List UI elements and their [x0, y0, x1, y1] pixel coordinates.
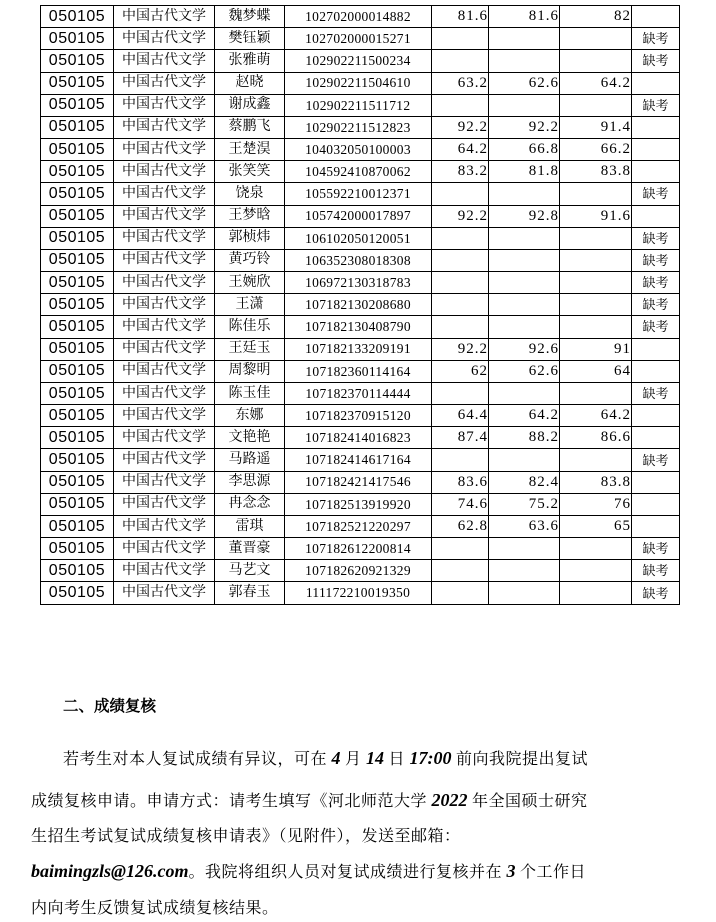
- cell-score-1: 92.2: [432, 116, 489, 138]
- table-row: [41, 338, 680, 360]
- score-table-body: [41, 6, 680, 605]
- cell-major-name: 中国古代文学: [114, 94, 215, 116]
- cell-score-2: 63.6: [489, 515, 560, 537]
- cell-exam-id: 106352308018308: [285, 249, 432, 271]
- numeric-text: 4: [331, 748, 341, 768]
- cell-score-2: [489, 227, 560, 249]
- cell-major-code: 050105: [41, 294, 114, 316]
- cell-score-2: [489, 449, 560, 471]
- cell-status: 缺考: [632, 28, 680, 50]
- cell-score-3: [560, 538, 632, 560]
- cell-score-3: 76: [560, 493, 632, 515]
- cell-major-code: 050105: [41, 493, 114, 515]
- table-row: [41, 294, 680, 316]
- cell-status: 缺考: [632, 50, 680, 72]
- cell-exam-id: 107182133209191: [285, 338, 432, 360]
- cell-score-2: 64.2: [489, 405, 560, 427]
- cell-exam-id: 102702000015271: [285, 28, 432, 50]
- table-row: [41, 515, 680, 537]
- table-row: [41, 449, 680, 471]
- cell-score-3: [560, 449, 632, 471]
- cell-exam-id: 107182130408790: [285, 316, 432, 338]
- cell-status: 缺考: [632, 249, 680, 271]
- table-row: [41, 538, 680, 560]
- cell-candidate-name: 王廷玉: [215, 338, 285, 360]
- cell-score-2: 75.2: [489, 493, 560, 515]
- cell-status: 缺考: [632, 183, 680, 205]
- cell-status: [632, 338, 680, 360]
- cell-score-3: [560, 272, 632, 294]
- cell-major-code: 050105: [41, 338, 114, 360]
- cell-major-code: 050105: [41, 582, 114, 605]
- cell-status: [632, 360, 680, 382]
- cell-status: [632, 116, 680, 138]
- cell-score-2: 88.2: [489, 427, 560, 449]
- cell-score-2: [489, 28, 560, 50]
- cell-major-code: 050105: [41, 72, 114, 94]
- cell-score-3: [560, 316, 632, 338]
- table-row: [41, 560, 680, 582]
- cell-status: 缺考: [632, 316, 680, 338]
- cell-status: [632, 471, 680, 493]
- cell-score-3: 82: [560, 6, 632, 28]
- cell-candidate-name: 饶泉: [215, 183, 285, 205]
- table-row: [41, 72, 680, 94]
- cell-score-1: [432, 183, 489, 205]
- section-heading: 二、成绩复核: [63, 698, 157, 715]
- cell-candidate-name: 王楚淏: [215, 139, 285, 161]
- body-text: 前向我院提出复试: [451, 751, 589, 768]
- cell-score-2: [489, 183, 560, 205]
- cell-major-name: 中国古代文学: [114, 493, 215, 515]
- body-text: 若考生对本人复试成绩有异议，可在: [63, 751, 332, 768]
- cell-exam-id: 111172210019350: [285, 582, 432, 605]
- cell-score-1: [432, 272, 489, 294]
- cell-exam-id: 107182360114164: [285, 360, 432, 382]
- cell-score-3: [560, 94, 632, 116]
- cell-candidate-name: 雷琪: [215, 515, 285, 537]
- cell-major-code: 050105: [41, 183, 114, 205]
- cell-major-name: 中国古代文学: [114, 538, 215, 560]
- cell-major-name: 中国古代文学: [114, 449, 215, 471]
- cell-major-name: 中国古代文学: [114, 294, 215, 316]
- cell-major-name: 中国古代文学: [114, 471, 215, 493]
- cell-exam-id: 102702000014882: [285, 6, 432, 28]
- cell-score-1: [432, 50, 489, 72]
- cell-candidate-name: 王婉欣: [215, 272, 285, 294]
- table-row: [41, 427, 680, 449]
- table-row: [41, 139, 680, 161]
- cell-score-2: 92.6: [489, 338, 560, 360]
- cell-status: 缺考: [632, 294, 680, 316]
- cell-score-3: [560, 382, 632, 404]
- cell-major-name: 中国古代文学: [114, 405, 215, 427]
- cell-score-1: [432, 28, 489, 50]
- cell-status: [632, 6, 680, 28]
- cell-score-1: 64.2: [432, 139, 489, 161]
- table-row: [41, 6, 680, 28]
- cell-status: [632, 205, 680, 227]
- cell-score-1: 62: [432, 360, 489, 382]
- cell-score-2: [489, 94, 560, 116]
- cell-score-1: [432, 582, 489, 605]
- cell-major-code: 050105: [41, 560, 114, 582]
- paragraph-line: [31, 790, 588, 812]
- cell-score-2: [489, 272, 560, 294]
- cell-exam-id: 107182612200814: [285, 538, 432, 560]
- score-table: [40, 5, 680, 605]
- cell-exam-id: 106972130318783: [285, 272, 432, 294]
- numeric-text: 14: [366, 748, 385, 768]
- cell-score-1: 83.2: [432, 161, 489, 183]
- cell-score-2: [489, 249, 560, 271]
- cell-score-2: [489, 382, 560, 404]
- cell-candidate-name: 文艳艳: [215, 427, 285, 449]
- cell-score-3: [560, 50, 632, 72]
- cell-candidate-name: 冉念念: [215, 493, 285, 515]
- cell-exam-id: 104592410870062: [285, 161, 432, 183]
- cell-candidate-name: 董晋豪: [215, 538, 285, 560]
- cell-score-2: 92.2: [489, 116, 560, 138]
- cell-exam-id: 107182370114444: [285, 382, 432, 404]
- cell-score-1: [432, 382, 489, 404]
- cell-candidate-name: 黄巧铃: [215, 249, 285, 271]
- cell-major-code: 050105: [41, 471, 114, 493]
- cell-major-code: 050105: [41, 360, 114, 382]
- cell-score-3: 86.6: [560, 427, 632, 449]
- body-text: 成绩复核申请。申请方式：请考生填写《河北师范大学: [31, 793, 432, 810]
- cell-major-code: 050105: [41, 50, 114, 72]
- cell-major-code: 050105: [41, 116, 114, 138]
- cell-major-code: 050105: [41, 249, 114, 271]
- cell-major-name: 中国古代文学: [114, 6, 215, 28]
- cell-score-2: 82.4: [489, 471, 560, 493]
- cell-major-name: 中国古代文学: [114, 205, 215, 227]
- cell-score-1: 87.4: [432, 427, 489, 449]
- cell-status: [632, 515, 680, 537]
- cell-candidate-name: 王梦晗: [215, 205, 285, 227]
- cell-score-1: 92.2: [432, 205, 489, 227]
- table-row: [41, 227, 680, 249]
- cell-score-3: 83.8: [560, 471, 632, 493]
- cell-exam-id: 105742000017897: [285, 205, 432, 227]
- cell-score-2: [489, 538, 560, 560]
- cell-score-3: [560, 227, 632, 249]
- cell-major-name: 中国古代文学: [114, 28, 215, 50]
- table-row: [41, 272, 680, 294]
- cell-major-name: 中国古代文学: [114, 183, 215, 205]
- paragraph-line: [31, 827, 461, 847]
- cell-score-3: 91.6: [560, 205, 632, 227]
- cell-major-code: 050105: [41, 515, 114, 537]
- cell-score-1: [432, 560, 489, 582]
- cell-candidate-name: 陈佳乐: [215, 316, 285, 338]
- cell-score-3: [560, 560, 632, 582]
- cell-status: [632, 427, 680, 449]
- email-text: baimingzls@126.com: [31, 861, 189, 881]
- numeric-text: 2022: [431, 790, 468, 810]
- cell-candidate-name: 东娜: [215, 405, 285, 427]
- table-row: [41, 382, 680, 404]
- cell-score-3: [560, 249, 632, 271]
- cell-score-2: [489, 582, 560, 605]
- cell-score-1: 64.4: [432, 405, 489, 427]
- cell-major-code: 050105: [41, 227, 114, 249]
- paragraph-line: [63, 748, 588, 770]
- cell-score-3: 64.2: [560, 405, 632, 427]
- table-row: [41, 183, 680, 205]
- cell-score-1: [432, 249, 489, 271]
- cell-score-1: 83.6: [432, 471, 489, 493]
- cell-score-1: [432, 94, 489, 116]
- paragraph-line: [31, 861, 586, 883]
- cell-score-2: 81.8: [489, 161, 560, 183]
- cell-exam-id: 104032050100003: [285, 139, 432, 161]
- cell-candidate-name: 谢成鑫: [215, 94, 285, 116]
- cell-candidate-name: 赵晓: [215, 72, 285, 94]
- cell-status: 缺考: [632, 449, 680, 471]
- table-row: [41, 493, 680, 515]
- cell-score-2: [489, 50, 560, 72]
- cell-major-name: 中国古代文学: [114, 116, 215, 138]
- cell-score-3: [560, 28, 632, 50]
- cell-candidate-name: 马艺文: [215, 560, 285, 582]
- cell-status: 缺考: [632, 538, 680, 560]
- numeric-text: 17:00: [409, 748, 452, 768]
- cell-major-name: 中国古代文学: [114, 427, 215, 449]
- cell-exam-id: 102902211512823: [285, 116, 432, 138]
- cell-major-name: 中国古代文学: [114, 161, 215, 183]
- cell-major-name: 中国古代文学: [114, 50, 215, 72]
- cell-candidate-name: 张笑笑: [215, 161, 285, 183]
- cell-candidate-name: 郭春玉: [215, 582, 285, 605]
- table-row: [41, 360, 680, 382]
- cell-exam-id: 106102050120051: [285, 227, 432, 249]
- table-row: [41, 50, 680, 72]
- cell-score-1: 81.6: [432, 6, 489, 28]
- cell-major-code: 050105: [41, 139, 114, 161]
- cell-major-name: 中国古代文学: [114, 139, 215, 161]
- body-text: 日: [384, 751, 410, 768]
- numeric-text: 3: [506, 861, 516, 881]
- cell-candidate-name: 魏梦蝶: [215, 6, 285, 28]
- cell-major-name: 中国古代文学: [114, 560, 215, 582]
- cell-exam-id: 102902211511712: [285, 94, 432, 116]
- table-row: [41, 94, 680, 116]
- cell-major-name: 中国古代文学: [114, 227, 215, 249]
- cell-exam-id: 107182414617164: [285, 449, 432, 471]
- cell-exam-id: 107182130208680: [285, 294, 432, 316]
- cell-major-code: 050105: [41, 316, 114, 338]
- cell-score-1: 62.8: [432, 515, 489, 537]
- cell-major-code: 050105: [41, 449, 114, 471]
- cell-major-code: 050105: [41, 205, 114, 227]
- cell-exam-id: 102902211500234: [285, 50, 432, 72]
- cell-score-2: [489, 316, 560, 338]
- cell-major-name: 中国古代文学: [114, 316, 215, 338]
- cell-major-code: 050105: [41, 6, 114, 28]
- cell-score-2: 62.6: [489, 360, 560, 382]
- cell-candidate-name: 周黎明: [215, 360, 285, 382]
- body-text: 个工作日: [515, 864, 587, 881]
- cell-exam-id: 107182620921329: [285, 560, 432, 582]
- body-text: 生招生考试复试成绩复核申请表》（见附件），发送至邮箱：: [31, 828, 461, 845]
- cell-exam-id: 107182370915120: [285, 405, 432, 427]
- table-row: [41, 582, 680, 605]
- body-text: 月: [340, 751, 367, 768]
- cell-candidate-name: 蔡鹏飞: [215, 116, 285, 138]
- cell-score-1: [432, 538, 489, 560]
- cell-score-3: 91: [560, 338, 632, 360]
- cell-status: 缺考: [632, 94, 680, 116]
- cell-major-name: 中国古代文学: [114, 582, 215, 605]
- body-text: 内向考生反馈复试成绩复核结果。: [31, 900, 279, 917]
- cell-score-3: 65: [560, 515, 632, 537]
- cell-major-code: 050105: [41, 94, 114, 116]
- cell-exam-id: 107182414016823: [285, 427, 432, 449]
- cell-score-2: 66.8: [489, 139, 560, 161]
- cell-major-name: 中国古代文学: [114, 72, 215, 94]
- cell-score-3: 66.2: [560, 139, 632, 161]
- cell-candidate-name: 李思源: [215, 471, 285, 493]
- cell-score-1: 92.2: [432, 338, 489, 360]
- cell-candidate-name: 陈玉佳: [215, 382, 285, 404]
- cell-major-code: 050105: [41, 405, 114, 427]
- cell-exam-id: 107182421417546: [285, 471, 432, 493]
- cell-major-code: 050105: [41, 382, 114, 404]
- cell-score-3: [560, 582, 632, 605]
- cell-score-3: 64.2: [560, 72, 632, 94]
- cell-score-3: 83.8: [560, 161, 632, 183]
- cell-major-name: 中国古代文学: [114, 272, 215, 294]
- cell-status: [632, 139, 680, 161]
- cell-candidate-name: 王潇: [215, 294, 285, 316]
- cell-major-code: 050105: [41, 427, 114, 449]
- cell-score-3: 91.4: [560, 116, 632, 138]
- cell-status: [632, 493, 680, 515]
- cell-score-3: 64: [560, 360, 632, 382]
- cell-score-1: [432, 316, 489, 338]
- cell-score-1: [432, 227, 489, 249]
- cell-status: 缺考: [632, 582, 680, 605]
- cell-major-code: 050105: [41, 161, 114, 183]
- cell-score-2: 62.6: [489, 72, 560, 94]
- cell-exam-id: 107182521220297: [285, 515, 432, 537]
- cell-exam-id: 105592210012371: [285, 183, 432, 205]
- table-row: [41, 116, 680, 138]
- cell-score-3: [560, 294, 632, 316]
- cell-score-1: [432, 449, 489, 471]
- cell-candidate-name: 马路遥: [215, 449, 285, 471]
- cell-score-1: 74.6: [432, 493, 489, 515]
- cell-major-name: 中国古代文学: [114, 515, 215, 537]
- table-row: [41, 405, 680, 427]
- cell-status: 缺考: [632, 272, 680, 294]
- table-row: [41, 28, 680, 50]
- cell-candidate-name: 张雅萌: [215, 50, 285, 72]
- cell-major-code: 050105: [41, 538, 114, 560]
- table-row: [41, 316, 680, 338]
- cell-major-name: 中国古代文学: [114, 338, 215, 360]
- cell-major-code: 050105: [41, 272, 114, 294]
- cell-major-code: 050105: [41, 28, 114, 50]
- cell-score-3: [560, 183, 632, 205]
- table-row: [41, 205, 680, 227]
- table-row: [41, 249, 680, 271]
- cell-candidate-name: 郭桢炜: [215, 227, 285, 249]
- table-row: [41, 471, 680, 493]
- cell-score-2: [489, 560, 560, 582]
- cell-status: 缺考: [632, 560, 680, 582]
- cell-exam-id: 102902211504610: [285, 72, 432, 94]
- cell-major-name: 中国古代文学: [114, 382, 215, 404]
- table-row: [41, 161, 680, 183]
- cell-score-2: 81.6: [489, 6, 560, 28]
- cell-major-name: 中国古代文学: [114, 360, 215, 382]
- cell-status: 缺考: [632, 382, 680, 404]
- body-text: 年全国硕士研究: [467, 793, 588, 810]
- body-text: 。我院将组织人员对复试成绩进行复核并在: [188, 864, 507, 881]
- cell-candidate-name: 樊钰颖: [215, 28, 285, 50]
- cell-status: 缺考: [632, 227, 680, 249]
- cell-status: [632, 161, 680, 183]
- paragraph-line: [31, 899, 279, 919]
- cell-score-2: 92.8: [489, 205, 560, 227]
- cell-score-1: 63.2: [432, 72, 489, 94]
- cell-score-2: [489, 294, 560, 316]
- cell-status: [632, 405, 680, 427]
- cell-score-1: [432, 294, 489, 316]
- cell-status: [632, 72, 680, 94]
- cell-exam-id: 107182513919920: [285, 493, 432, 515]
- cell-major-name: 中国古代文学: [114, 249, 215, 271]
